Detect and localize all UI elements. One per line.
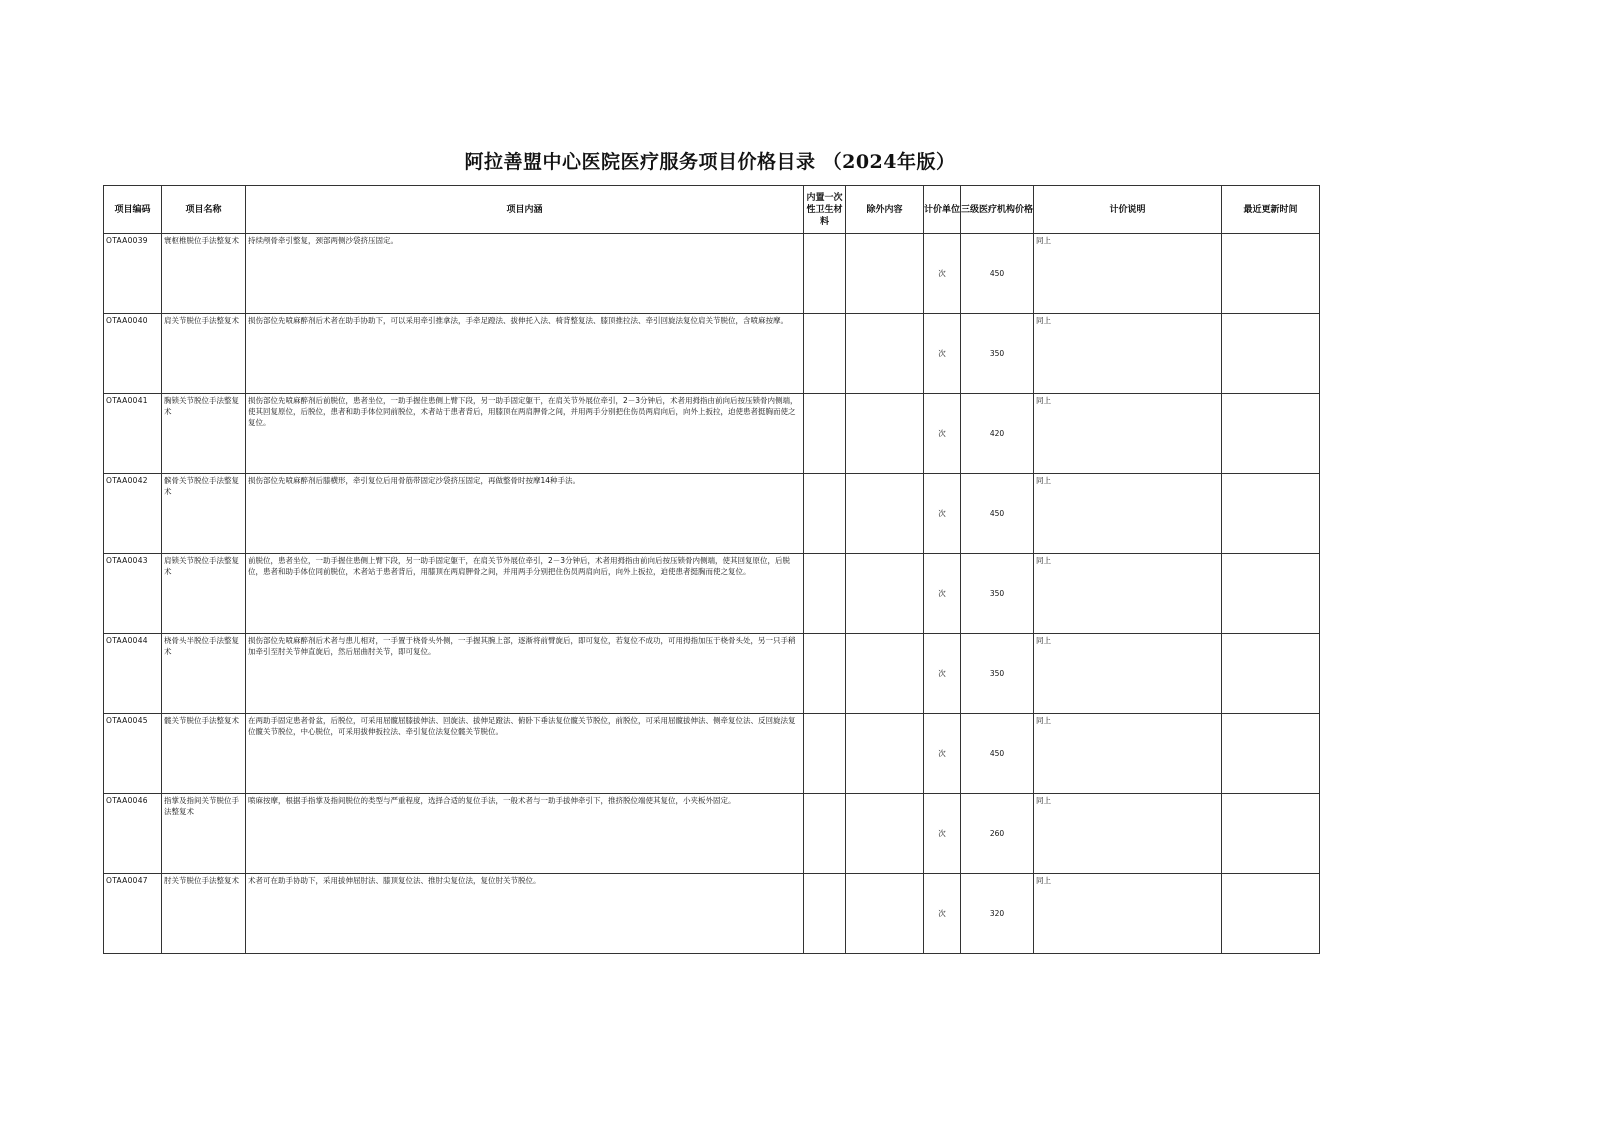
- cell-name: 肘关节脱位手法整复术: [162, 874, 246, 954]
- cell-note: 同上: [1034, 234, 1222, 314]
- page-title: 阿拉善盟中心医院医疗服务项目价格目录 （2024年版）: [464, 151, 956, 173]
- header-excluded: 除外内容: [846, 186, 924, 234]
- cell-name: 指掌及指间关节脱位手法整复术: [162, 794, 246, 874]
- cell-material: [804, 474, 846, 554]
- cell-updated: [1222, 874, 1320, 954]
- header-price: 三级医疗机构价格: [961, 186, 1034, 234]
- cell-content: 术者可在助手协助下，采用拔伸屈肘法、膝顶复位法、推肘尖复位法，复位肘关节脱位。: [246, 874, 804, 954]
- cell-updated: [1222, 794, 1320, 874]
- cell-updated: [1222, 714, 1320, 794]
- cell-name: 髋关节脱位手法整复术: [162, 714, 246, 794]
- table-row: [104, 634, 1320, 714]
- cell-material: [804, 234, 846, 314]
- table-row: [104, 474, 1320, 554]
- cell-excluded: [846, 234, 924, 314]
- cell-excluded: [846, 314, 924, 394]
- cell-material: [804, 554, 846, 634]
- table-row: [104, 554, 1320, 634]
- cell-content: 损伤部位先喷麻醉剂后术者在助手协助下，可以采用牵引推拿法，手牵足蹬法、拔伸托入法、椅背整复法、膝顶推拉法、牵引回旋法复位肩关节脱位，含喷麻按摩。: [246, 314, 804, 394]
- cell-updated: [1222, 234, 1320, 314]
- cell-excluded: [846, 874, 924, 954]
- cell-note: 同上: [1034, 554, 1222, 634]
- cell-code: OTAA0046: [104, 794, 162, 874]
- cell-price: 420: [961, 394, 1034, 474]
- table-row: [104, 234, 1320, 314]
- cell-unit: 次: [924, 874, 961, 954]
- header-name: 项目名称: [162, 186, 246, 234]
- cell-price: 350: [961, 314, 1034, 394]
- cell-excluded: [846, 474, 924, 554]
- cell-name: 胸锁关节脱位手法整复术: [162, 394, 246, 474]
- cell-price: 260: [961, 794, 1034, 874]
- table-row: [104, 714, 1320, 794]
- cell-unit: 次: [924, 234, 961, 314]
- table-row: [104, 314, 1320, 394]
- cell-unit: 次: [924, 474, 961, 554]
- cell-name: 寰枢椎脱位手法整复术: [162, 234, 246, 314]
- cell-excluded: [846, 634, 924, 714]
- cell-note: 同上: [1034, 474, 1222, 554]
- cell-material: [804, 794, 846, 874]
- header-note: 计价说明: [1034, 186, 1222, 234]
- cell-excluded: [846, 794, 924, 874]
- table-row: [104, 794, 1320, 874]
- header-row: [104, 186, 1320, 234]
- cell-price: 450: [961, 714, 1034, 794]
- cell-updated: [1222, 634, 1320, 714]
- cell-excluded: [846, 394, 924, 474]
- cell-unit: 次: [924, 714, 961, 794]
- cell-code: OTAA0042: [104, 474, 162, 554]
- cell-note: 同上: [1034, 794, 1222, 874]
- cell-code: OTAA0045: [104, 714, 162, 794]
- header-updated: 最近更新时间: [1222, 186, 1320, 234]
- cell-updated: [1222, 394, 1320, 474]
- cell-updated: [1222, 314, 1320, 394]
- header-material: 内置一次性卫生材料: [804, 186, 846, 234]
- cell-content: 损伤部位先喷麻醉剂后术者与患儿相对，一手置于桡骨头外侧，一手握其腕上部，逐渐将前臂旋后，即可复位，若复位不成功，可用拇指加压于桡骨头处，另一只手稍加牵引至肘关节伸直旋后，然后屈曲肘关节，即可复位。: [246, 634, 804, 714]
- header-code: 项目编码: [104, 186, 162, 234]
- cell-content: 损伤部位先喷麻醉剂后膝横形，牵引复位后用骨筋带固定沙袋挤压固定，再做整骨时按摩14种手法。: [246, 474, 804, 554]
- cell-price: 320: [961, 874, 1034, 954]
- table-row: [104, 874, 1320, 954]
- cell-name: 肩锁关节脱位手法整复术: [162, 554, 246, 634]
- cell-price: 350: [961, 554, 1034, 634]
- cell-note: 同上: [1034, 874, 1222, 954]
- cell-unit: 次: [924, 554, 961, 634]
- header-unit: 计价单位: [924, 186, 961, 234]
- cell-material: [804, 874, 846, 954]
- cell-unit: 次: [924, 634, 961, 714]
- cell-note: 同上: [1034, 394, 1222, 474]
- cell-price: 450: [961, 474, 1034, 554]
- cell-price: 450: [961, 234, 1034, 314]
- cell-code: OTAA0043: [104, 554, 162, 634]
- cell-note: 同上: [1034, 634, 1222, 714]
- cell-content: 在两助手固定患者骨盆，后脱位，可采用屈髋屈膝拔伸法、回旋法、拔伸足蹬法、俯卧下垂法复位髋关节脱位，前脱位，可采用屈髋拔伸法、侧牵复位法、反回旋法复位髋关节脱位，中心脱位，可采用拔伸扳拉法、牵引复位法复位髋关节脱位。: [246, 714, 804, 794]
- cell-code: OTAA0041: [104, 394, 162, 474]
- cell-content: 喷麻按摩，根据手指掌及指间脱位的类型与严重程度，选择合适的复位手法，一般术者与一助手拔伸牵引下，推挤脱位端使其复位，小夹板外固定。: [246, 794, 804, 874]
- cell-unit: 次: [924, 314, 961, 394]
- cell-note: 同上: [1034, 714, 1222, 794]
- cell-content: 前脱位，患者坐位，一助手握住患侧上臂下段，另一助手固定躯干，在肩关节外展位牵引，2－3分钟后，术者用拇指由前向后按压锁骨内侧端，使其回复原位，后脱位，患者和助手体位同前脱位，术者站于患者背后，用膝顶在两肩胛骨之间，并用两手分别把住伤员两肩向后，向外上扳拉，迫使患者挺胸而使之复位。: [246, 554, 804, 634]
- cell-name: 肩关节脱位手法整复术: [162, 314, 246, 394]
- price-table: [103, 185, 1320, 954]
- cell-content: 持续颅骨牵引整复，颈部两侧沙袋挤压固定。: [246, 234, 804, 314]
- cell-price: 350: [961, 634, 1034, 714]
- cell-material: [804, 394, 846, 474]
- cell-name: 桡骨头半脱位手法整复术: [162, 634, 246, 714]
- cell-code: OTAA0044: [104, 634, 162, 714]
- cell-excluded: [846, 554, 924, 634]
- cell-code: OTAA0047: [104, 874, 162, 954]
- table-row: [104, 394, 1320, 474]
- cell-content: 损伤部位先喷麻醉剂后前脱位，患者坐位，一助手握住患侧上臂下段，另一助手固定躯干，在肩关节外展位牵引，2－3分钟后，术者用拇指由前向后按压锁骨内侧端，使其回复原位，后脱位，患者和助手体位同前脱位，术者站于患者背后，用膝顶在两肩胛骨之间，并用两手分别把住伤员两肩向后，向外上扳拉，迫使患者挺胸而使之复位。: [246, 394, 804, 474]
- cell-unit: 次: [924, 394, 961, 474]
- cell-name: 髌骨关节脱位手法整复术: [162, 474, 246, 554]
- header-content: 项目内涵: [246, 186, 804, 234]
- cell-excluded: [846, 714, 924, 794]
- cell-updated: [1222, 474, 1320, 554]
- cell-updated: [1222, 554, 1320, 634]
- cell-material: [804, 314, 846, 394]
- cell-material: [804, 714, 846, 794]
- cell-note: 同上: [1034, 314, 1222, 394]
- cell-unit: 次: [924, 794, 961, 874]
- cell-code: OTAA0039: [104, 234, 162, 314]
- cell-material: [804, 634, 846, 714]
- cell-code: OTAA0040: [104, 314, 162, 394]
